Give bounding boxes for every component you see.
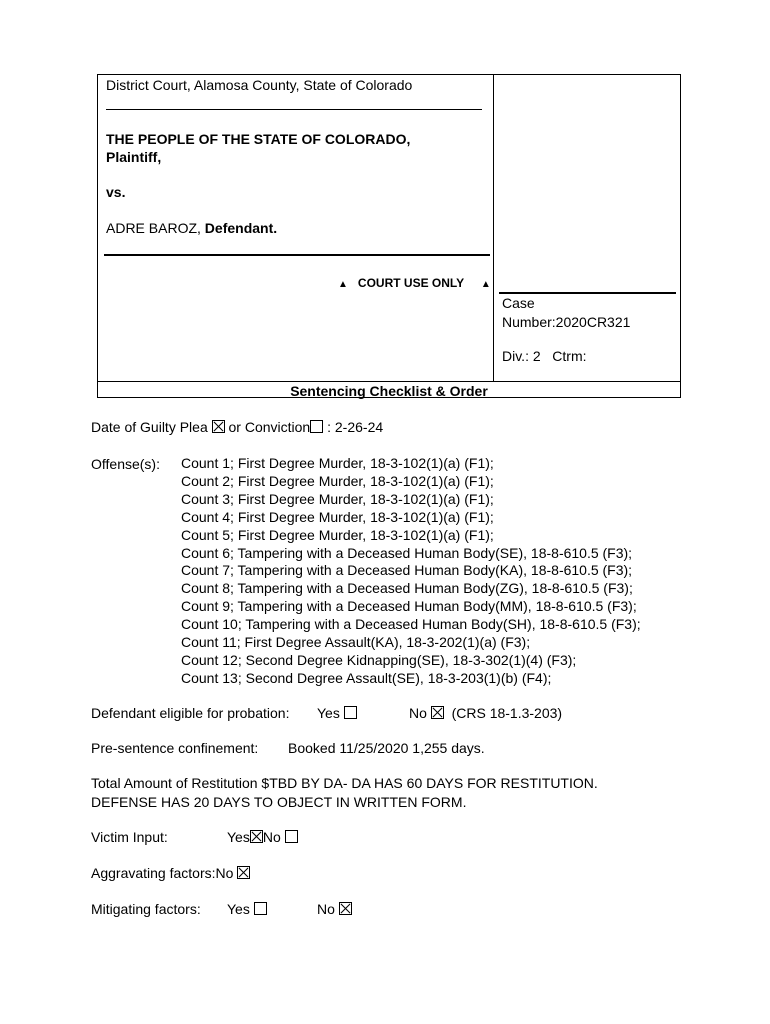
court-use-only [338, 274, 491, 294]
case-number: Number:2020CR321 [502, 314, 631, 330]
div-ctrm: Div.: 2 Ctrm: [502, 348, 587, 364]
offense-item: Count 13; Second Degree Assault(SE), 18-3-203(1)(b) (F4); [181, 669, 552, 686]
plea-row [91, 418, 383, 436]
plea-label: Date of Guilty Plea [91, 419, 208, 435]
victim-yes-label: Yes [227, 829, 250, 845]
aggravating-label: Aggravating factors: [91, 865, 216, 881]
aggravating-no-checkbox[interactable] [237, 866, 250, 879]
mitigating-no [317, 900, 352, 918]
versus: vs. [106, 184, 126, 200]
offense-item: Count 3; First Degree Murder, 18-3-102(1)(a) (F1); [181, 490, 494, 507]
defendant-label: Defendant. [204, 220, 278, 236]
offense-item: Count 5; First Degree Murder, 18-3-102(1)(a) (F1); [181, 526, 494, 543]
offense-item: Count 8; Tampering with a Deceased Human Body(ZG), 18-8-610.5 (F3); [181, 580, 633, 597]
plea-date: : 2-26-24 [327, 419, 384, 435]
offense-item: Count 1; First Degree Murder, 18-3-102(1)(a) (F1); [181, 455, 494, 471]
offense-item: Count 2; First Degree Murder, 18-3-102(1)(a) (F1); [181, 472, 494, 489]
mitigating-no-label: No [317, 901, 335, 917]
court-use-only-label: COURT USE ONLY [357, 276, 465, 290]
probation-label: Defendant eligible for probation: [91, 705, 290, 721]
victim-no-label: No [262, 829, 281, 845]
restitution-line-1: Total Amount of Restitution $TBD BY DA- DA HAS 60 DAYS FOR RESTITUTION. [91, 775, 598, 791]
offense-item: Count 10; Tampering with a Deceased Human Body(SH), 18-8-610.5 (F3); [181, 616, 641, 633]
mitigating-yes [227, 900, 267, 918]
defendant-name: ADRE BAROZ, [106, 220, 201, 236]
offense-item: Count 12; Second Degree Kidnapping(SE), 18-3-302(1)(4) (F3); [181, 651, 577, 668]
plaintiff-line-2: Plaintiff, [106, 149, 162, 165]
mitigating-no-checkbox[interactable] [339, 902, 352, 915]
caption-divider-vertical [493, 74, 494, 381]
probation-crs: (CRS 18-1.3-203) [451, 705, 563, 721]
offense-item: Count 7; Tampering with a Deceased Human Body(KA), 18-8-610.5 (F3); [181, 562, 633, 579]
probation-yes-checkbox[interactable] [344, 706, 357, 719]
up-triangle-icon: ▲ [338, 279, 348, 290]
up-triangle-icon: ▲ [480, 279, 491, 290]
presentence-value: Booked 11/25/2020 1,255 days. [288, 740, 485, 756]
offense-item: Count 11; First Degree Assault(KA), 18-3-202(1)(a) (F3); [181, 634, 531, 651]
court-name: District Court, Alamosa County, State of Colorado [106, 77, 413, 93]
probation-no-checkbox[interactable] [431, 706, 444, 719]
defendant-line [106, 219, 277, 237]
page-title: Sentencing Checklist & Order [290, 383, 488, 399]
offense-item: Count 4; First Degree Murder, 18-3-102(1)(a) (F1); [181, 508, 494, 525]
victim-no-checkbox[interactable] [285, 830, 298, 843]
probation-yes [317, 704, 357, 722]
victim-input-label: Victim Input: [91, 829, 168, 845]
aggravating-row [91, 864, 250, 882]
mitigating-yes-checkbox[interactable] [254, 902, 267, 915]
restitution-line-2: DEFENSE HAS 20 DAYS TO OBJECT IN WRITTEN FORM. [91, 794, 467, 810]
mitigating-yes-label: Yes [227, 901, 250, 917]
conviction-label: or Conviction [228, 419, 311, 435]
court-underline [106, 109, 482, 110]
offense-list [181, 455, 641, 688]
victim-input-options [227, 828, 298, 846]
offense-item: Count 9; Tampering with a Deceased Human Body(MM), 18-8-610.5 (F3); [181, 598, 637, 615]
conviction-checkbox[interactable] [310, 420, 323, 433]
guilty-plea-checkbox[interactable] [212, 420, 225, 433]
offense-item: Count 6; Tampering with a Deceased Human Body(SE), 18-8-610.5 (F3); [181, 544, 633, 561]
probation-no [409, 704, 562, 722]
probation-no-label: No [409, 705, 427, 721]
case-label: Case [502, 295, 535, 311]
probation-yes-label: Yes [317, 705, 340, 721]
victim-yes-checkbox[interactable] [250, 830, 263, 843]
presentence-label: Pre-sentence confinement: [91, 740, 259, 756]
aggravating-no-label: No [215, 865, 234, 881]
offenses-label: Offense(s): [91, 456, 160, 472]
plaintiff-line-1: THE PEOPLE OF THE STATE OF COLORADO, [106, 131, 411, 147]
mitigating-label: Mitigating factors: [91, 901, 201, 917]
caption-underline [104, 254, 490, 256]
